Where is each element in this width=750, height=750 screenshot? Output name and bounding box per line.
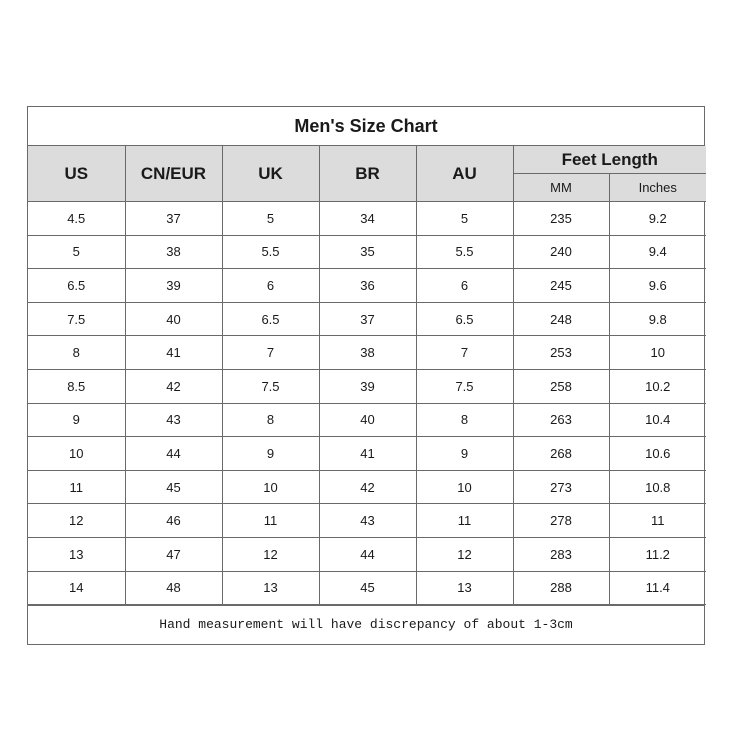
cell-au: 10 (416, 470, 513, 504)
cell-br: 35 (319, 235, 416, 269)
cell-inches: 11.2 (609, 537, 706, 571)
cell-uk: 6.5 (222, 302, 319, 336)
cell-br: 44 (319, 537, 416, 571)
cell-uk: 7 (222, 336, 319, 370)
cell-au: 8 (416, 403, 513, 437)
table-header (28, 146, 706, 202)
cell-us: 4.5 (28, 202, 125, 236)
cell-inches: 9.2 (609, 202, 706, 236)
cell-uk: 5.5 (222, 235, 319, 269)
cell-inches: 10.6 (609, 437, 706, 471)
header-mm: MM (513, 174, 609, 202)
table-row (28, 571, 706, 605)
cell-cn-eur: 48 (125, 571, 222, 605)
cell-cn-eur: 37 (125, 202, 222, 236)
cell-br: 42 (319, 470, 416, 504)
size-table (28, 146, 706, 605)
chart-title: Men's Size Chart (28, 107, 704, 146)
cell-mm: 273 (513, 470, 609, 504)
cell-uk: 8 (222, 403, 319, 437)
cell-inches: 9.6 (609, 269, 706, 303)
header-us: US (28, 146, 125, 202)
cell-au: 11 (416, 504, 513, 538)
cell-mm: 263 (513, 403, 609, 437)
cell-cn-eur: 40 (125, 302, 222, 336)
cell-cn-eur: 39 (125, 269, 222, 303)
header-inches: Inches (609, 174, 706, 202)
cell-mm: 268 (513, 437, 609, 471)
cell-au: 7 (416, 336, 513, 370)
cell-au: 9 (416, 437, 513, 471)
table-row (28, 470, 706, 504)
table-row (28, 403, 706, 437)
cell-us: 5 (28, 235, 125, 269)
cell-inches: 9.4 (609, 235, 706, 269)
header-cn-eur: CN/EUR (125, 146, 222, 202)
cell-br: 37 (319, 302, 416, 336)
cell-uk: 10 (222, 470, 319, 504)
cell-au: 12 (416, 537, 513, 571)
cell-cn-eur: 47 (125, 537, 222, 571)
cell-mm: 283 (513, 537, 609, 571)
cell-au: 5 (416, 202, 513, 236)
cell-mm: 288 (513, 571, 609, 605)
cell-au: 6 (416, 269, 513, 303)
cell-uk: 9 (222, 437, 319, 471)
cell-au: 13 (416, 571, 513, 605)
table-row (28, 336, 706, 370)
cell-mm: 235 (513, 202, 609, 236)
cell-inches: 10.8 (609, 470, 706, 504)
table-row (28, 504, 706, 538)
cell-uk: 7.5 (222, 369, 319, 403)
cell-uk: 5 (222, 202, 319, 236)
header-br: BR (319, 146, 416, 202)
header-au: AU (416, 146, 513, 202)
cell-mm: 258 (513, 369, 609, 403)
cell-inches: 9.8 (609, 302, 706, 336)
table-row (28, 202, 706, 236)
table-row (28, 369, 706, 403)
cell-inches: 10 (609, 336, 706, 370)
cell-us: 9 (28, 403, 125, 437)
header-feet-length: Feet Length (513, 146, 706, 174)
cell-cn-eur: 38 (125, 235, 222, 269)
measurement-note: Hand measurement will have discrepancy of about 1-3cm (28, 605, 704, 644)
table-row (28, 437, 706, 471)
cell-cn-eur: 45 (125, 470, 222, 504)
cell-us: 10 (28, 437, 125, 471)
cell-cn-eur: 41 (125, 336, 222, 370)
header-uk: UK (222, 146, 319, 202)
cell-uk: 13 (222, 571, 319, 605)
size-chart (27, 106, 705, 645)
cell-us: 8 (28, 336, 125, 370)
cell-us: 14 (28, 571, 125, 605)
cell-au: 7.5 (416, 369, 513, 403)
cell-br: 38 (319, 336, 416, 370)
cell-cn-eur: 43 (125, 403, 222, 437)
cell-cn-eur: 42 (125, 369, 222, 403)
cell-br: 41 (319, 437, 416, 471)
cell-us: 6.5 (28, 269, 125, 303)
cell-us: 13 (28, 537, 125, 571)
cell-au: 6.5 (416, 302, 513, 336)
cell-us: 8.5 (28, 369, 125, 403)
cell-mm: 253 (513, 336, 609, 370)
cell-inches: 10.2 (609, 369, 706, 403)
cell-br: 34 (319, 202, 416, 236)
cell-uk: 11 (222, 504, 319, 538)
cell-mm: 248 (513, 302, 609, 336)
table-row (28, 302, 706, 336)
table-body (28, 202, 706, 605)
table-row (28, 235, 706, 269)
cell-cn-eur: 46 (125, 504, 222, 538)
cell-inches: 10.4 (609, 403, 706, 437)
table-row (28, 537, 706, 571)
cell-uk: 6 (222, 269, 319, 303)
cell-br: 39 (319, 369, 416, 403)
cell-mm: 245 (513, 269, 609, 303)
cell-us: 7.5 (28, 302, 125, 336)
cell-cn-eur: 44 (125, 437, 222, 471)
table-row (28, 269, 706, 303)
cell-us: 11 (28, 470, 125, 504)
cell-inches: 11.4 (609, 571, 706, 605)
cell-uk: 12 (222, 537, 319, 571)
cell-inches: 11 (609, 504, 706, 538)
cell-br: 45 (319, 571, 416, 605)
cell-br: 40 (319, 403, 416, 437)
cell-au: 5.5 (416, 235, 513, 269)
cell-br: 36 (319, 269, 416, 303)
cell-us: 12 (28, 504, 125, 538)
cell-mm: 240 (513, 235, 609, 269)
cell-br: 43 (319, 504, 416, 538)
cell-mm: 278 (513, 504, 609, 538)
